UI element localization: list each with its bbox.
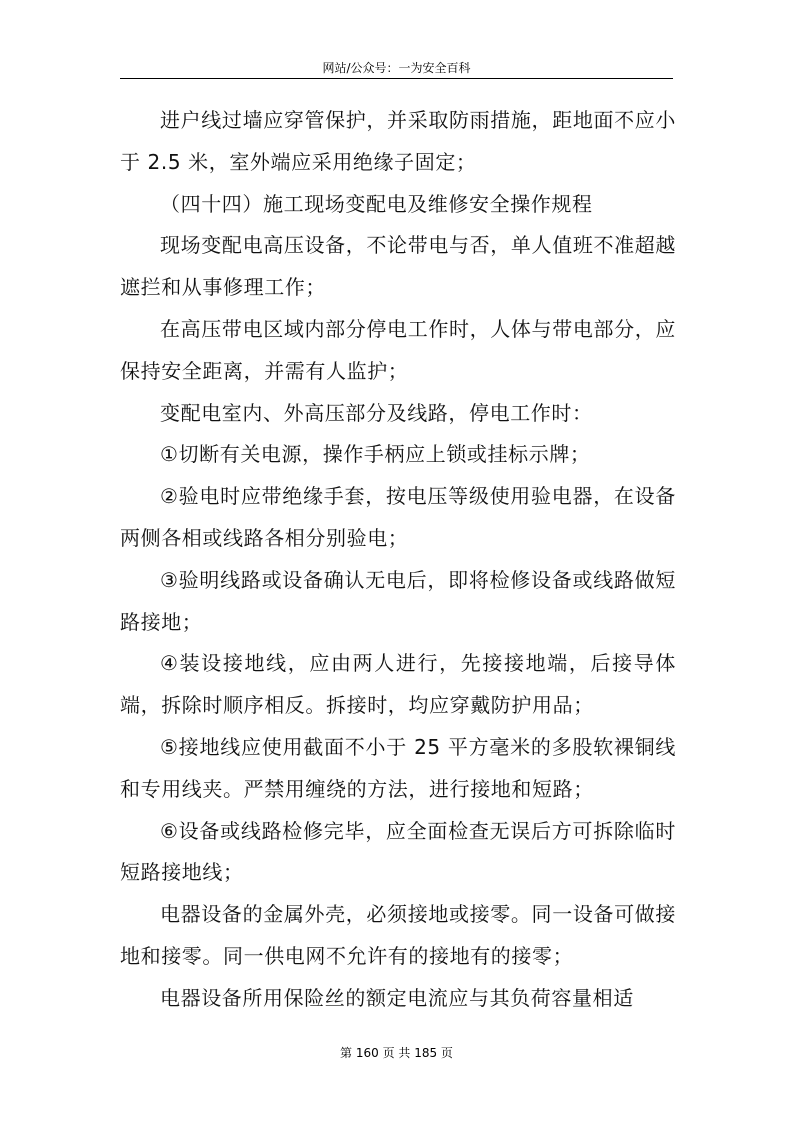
section-heading: （四十四）施工现场变配电及维修安全操作规程 — [160, 191, 593, 216]
list-item: ①切断有关电源，操作手柄应上锁或挂标示牌； — [160, 442, 591, 467]
page-number: 第 160 页 共 185 页 — [340, 1046, 453, 1060]
list-item: ④装设接地线，应由两人进行，先接接地端，后接导体端，拆除时顺序相反。拆接时，均应穿戴防护用品； — [120, 651, 676, 718]
page-header: 网站/公众号：一为安全百科 — [322, 61, 471, 75]
list-item: ②验电时应带绝缘手套，按电压等级使用验电器，在设备两侧各相或线路各相分别验电； — [120, 484, 676, 550]
paragraph: 现场变配电高压设备，不论带电与否，单人值班不准超越遮拦和从事修理工作； — [120, 233, 676, 300]
paragraph: 在高压带电区域内部分停电工作时，人体与带电部分，应保持安全距离，并需有人监护； — [120, 316, 676, 383]
paragraph: 变配电室内、外高压部分及线路，停电工作时： — [160, 400, 593, 425]
list-item: ③验明线路或设备确认无电后，即将检修设备或线路做短路接地； — [120, 567, 676, 634]
paragraph: 电器设备的金属外壳，必须接地或接零。同一设备可做接地和接零。同一供电网不允许有的接地有的接零； — [120, 902, 676, 968]
list-item: ⑤接地线应使用截面不小于 25 平方毫米的多股软裸铜线和专用线夹。严禁用缠绕的方法，进行接地和短路； — [120, 734, 676, 801]
document-body — [120, 100, 676, 1020]
list-item: ⑥设备或线路检修完毕，应全面检查无误后方可拆除临时短路接地线； — [120, 818, 676, 885]
header-divider — [120, 78, 673, 79]
paragraph: 电器设备所用保险丝的额定电流应与其负荷容量相适 — [160, 985, 634, 1010]
paragraph: 进户线过墙应穿管保护，并采取防雨措施，距地面不应小于 2.5 米，室外端应采用绝缘子固定； — [120, 108, 676, 174]
